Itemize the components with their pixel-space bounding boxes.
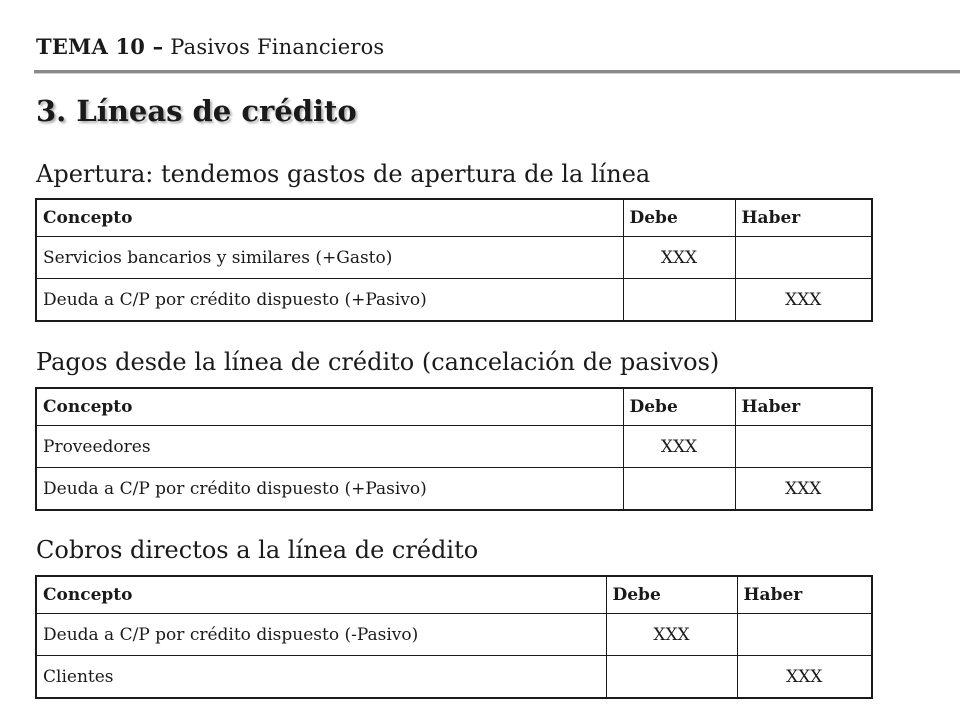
cell-concepto: Proveedores — [36, 426, 623, 468]
cell-debe: XXX — [623, 426, 735, 468]
cell-concepto: Deuda a C/P por crédito dispuesto (-Pasivo) — [36, 614, 606, 656]
cell-haber: XXX — [735, 279, 872, 322]
cell-debe — [623, 279, 735, 322]
cell-concepto: Deuda a C/P por crédito dispuesto (+Pasivo) — [36, 468, 623, 511]
table-header-row — [36, 576, 872, 614]
header-title — [36, 34, 384, 59]
table-row — [36, 614, 872, 656]
table-row — [36, 468, 872, 511]
table-row — [36, 426, 872, 468]
column-header-haber: Haber — [735, 199, 872, 237]
header-divider — [34, 70, 960, 74]
cell-concepto: Clientes — [36, 656, 606, 699]
column-header-debe: Debe — [606, 576, 737, 614]
column-header-haber: Haber — [737, 576, 872, 614]
column-header-concepto: Concepto — [36, 199, 623, 237]
cell-haber — [737, 614, 872, 656]
ledger-table-apertura — [35, 198, 873, 322]
table-row — [36, 656, 872, 699]
column-header-debe: Debe — [623, 388, 735, 426]
table-heading-cobros: Cobros directos a la línea de crédito — [36, 536, 479, 564]
table-header-row — [36, 199, 872, 237]
cell-haber — [735, 237, 872, 279]
header-title-subject: Pasivos Financieros — [170, 35, 385, 59]
cell-debe — [606, 656, 737, 699]
cell-concepto: Servicios bancarios y similares (+Gasto) — [36, 237, 623, 279]
table-row — [36, 279, 872, 322]
cell-debe — [623, 468, 735, 511]
cell-haber — [735, 426, 872, 468]
table-heading-pagos: Pagos desde la línea de crédito (cancelación de pasivos) — [36, 348, 720, 376]
ledger-table-cobros — [35, 575, 873, 699]
cell-haber: XXX — [737, 656, 872, 699]
cell-concepto: Deuda a C/P por crédito dispuesto (+Pasivo) — [36, 279, 623, 322]
ledger-table-pagos — [35, 387, 873, 511]
cell-debe: XXX — [606, 614, 737, 656]
cell-haber: XXX — [735, 468, 872, 511]
table-heading-apertura: Apertura: tendemos gastos de apertura de la línea — [36, 160, 651, 188]
column-header-haber: Haber — [735, 388, 872, 426]
column-header-concepto: Concepto — [36, 576, 606, 614]
table-row — [36, 237, 872, 279]
cell-debe: XXX — [623, 237, 735, 279]
section-title: 3. Líneas de crédito — [36, 94, 357, 128]
table-header-row — [36, 388, 872, 426]
header-title-topic: TEMA 10 – — [36, 34, 164, 59]
column-header-debe: Debe — [623, 199, 735, 237]
column-header-concepto: Concepto — [36, 388, 623, 426]
